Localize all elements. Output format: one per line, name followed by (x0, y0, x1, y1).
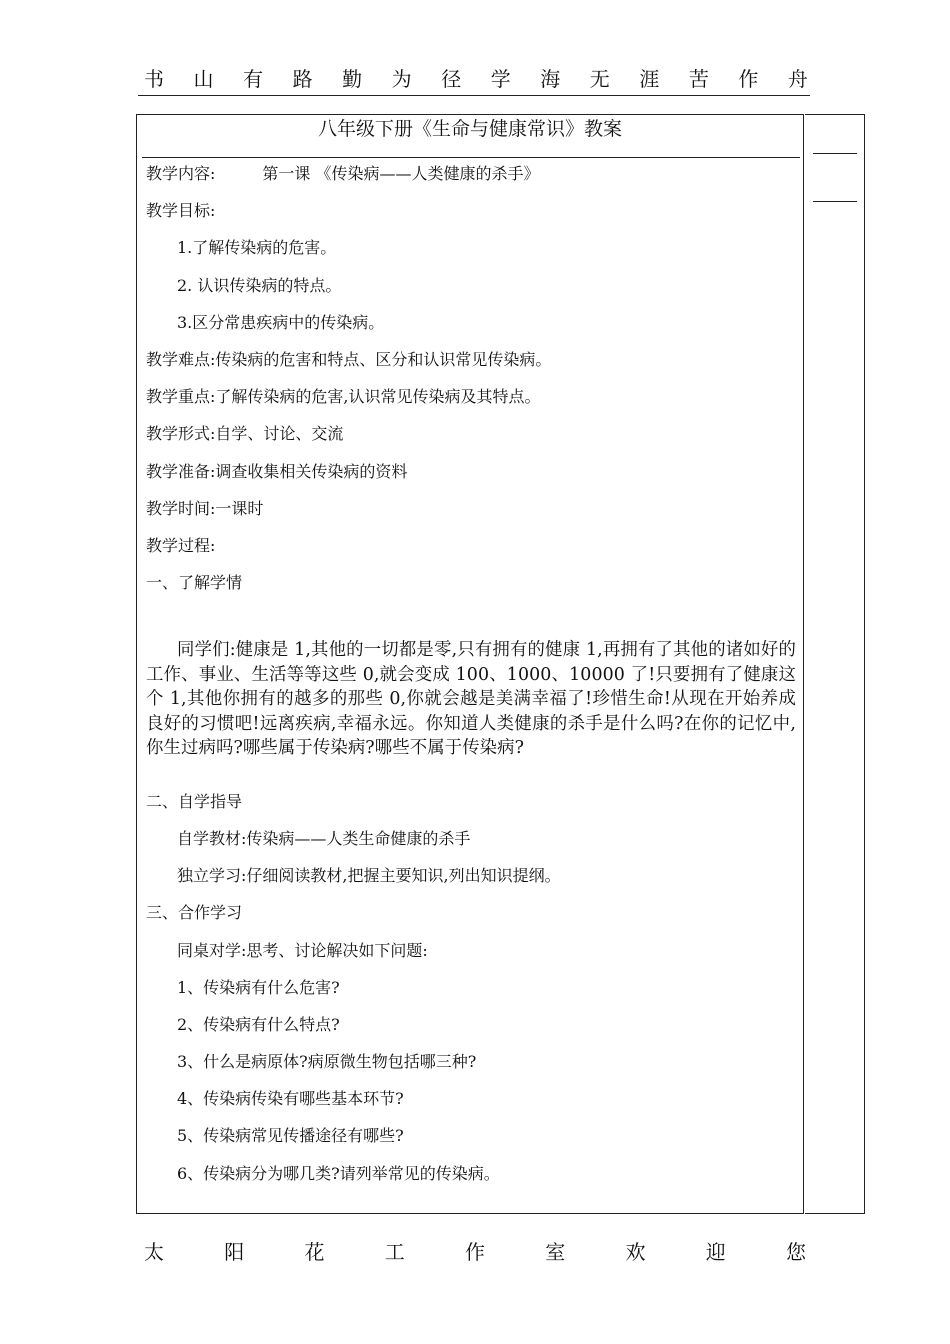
question-item: 5、传染病常见传播途径有哪些? (177, 1126, 404, 1146)
footer-char: 您 (786, 1240, 806, 1264)
key-points-row: 教学重点:了解传染病的危害,认识常见传染病及其特点。 (146, 387, 541, 407)
process-label: 教学过程: (146, 535, 216, 555)
footer-char: 作 (465, 1240, 485, 1264)
lesson-content (146, 160, 796, 1197)
footer-char: 室 (545, 1240, 566, 1264)
question-item: 3、什么是病原体?病原微生物包括哪三种? (177, 1052, 477, 1072)
footer-char: 工 (384, 1240, 405, 1264)
header-char: 径 (441, 67, 462, 91)
footer-char: 太 (144, 1240, 164, 1264)
header-divider (138, 95, 810, 96)
section-heading: 二、自学指导 (146, 791, 243, 811)
objective-item: 2. 认识传染病的特点。 (177, 275, 342, 295)
footer-char: 迎 (705, 1240, 726, 1264)
header-char: 学 (490, 67, 511, 91)
time-row: 教学时间:一课时 (146, 498, 264, 518)
notes-column (805, 114, 865, 1214)
content-row (146, 160, 796, 197)
intro-paragraph: 同学们:健康是 1,其他的一切都是零,只有拥有的健康 1,再拥有了其他的诸如好的工作、事业、生活等等这些 0,就会变成 100、1000、10000 了!只要拥有了健康这个 1,其他你拥有的越多的那些 0,你就会越是美满幸福了!珍惜生命!从现在开始养成良好的习惯吧!远离疾病,幸福永远。你知道人类健康的杀手是什么吗?在你的记忆中,你生过病吗?哪些属于传染病?哪些不属于传染病? (146, 640, 796, 759)
header-char: 有 (243, 67, 264, 91)
footer-char: 欢 (625, 1240, 646, 1264)
header-motto (144, 66, 808, 92)
header-char: 为 (391, 67, 412, 91)
header-char: 苦 (688, 67, 709, 91)
cooperation-intro: 同桌对学:思考、讨论解决如下问题: (177, 940, 428, 960)
header-char: 涯 (639, 67, 660, 91)
question-item: 1、传染病有什么危害? (177, 977, 340, 997)
difficulty-row: 教学难点:传染病的危害和特点、区分和认识常见传染病。 (146, 349, 552, 369)
section-heading: 一、了解学情 (146, 573, 243, 593)
objective-item: 1.了解传染病的危害。 (177, 238, 337, 258)
header-char: 作 (738, 67, 759, 91)
objectives-label: 教学目标: (146, 201, 216, 221)
footer-motto (144, 1239, 806, 1265)
preparation-row: 教学准备:调查收集相关传染病的资料 (146, 461, 408, 481)
objective-item: 3.区分常患疾病中的传染病。 (177, 312, 385, 332)
header-char: 舟 (787, 67, 808, 91)
question-item: 2、传染病有什么特点? (177, 1014, 340, 1034)
header-char: 书 (144, 67, 164, 91)
content-label: 教学内容: (146, 164, 216, 183)
document-title: 八年级下册《生命与健康常识》教案 (317, 118, 622, 140)
header-char: 路 (292, 67, 313, 91)
question-item: 4、传染病传染有哪些基本环节? (177, 1089, 404, 1109)
header-char: 海 (540, 67, 561, 91)
self-study-item: 独立学习:仔细阅读教材,把握主要知识,列出知识提纲。 (177, 866, 561, 886)
form-row: 教学形式:自学、讨论、交流 (146, 424, 344, 444)
title-divider (142, 157, 800, 158)
section-heading: 三、合作学习 (146, 903, 243, 923)
footer-char: 花 (304, 1240, 325, 1264)
content-value: 第一课 《传染病——人类健康的杀手》 (262, 164, 540, 183)
footer-char: 阳 (224, 1240, 245, 1264)
header-char: 山 (193, 67, 214, 91)
self-study-item: 自学教材:传染病——人类生命健康的杀手 (177, 828, 471, 848)
notes-line (813, 153, 857, 154)
header-char: 勤 (342, 67, 363, 91)
question-item: 6、传染病分为哪几类?请列举常见的传染病。 (177, 1163, 500, 1183)
header-char: 无 (589, 67, 610, 91)
notes-line (813, 201, 857, 202)
